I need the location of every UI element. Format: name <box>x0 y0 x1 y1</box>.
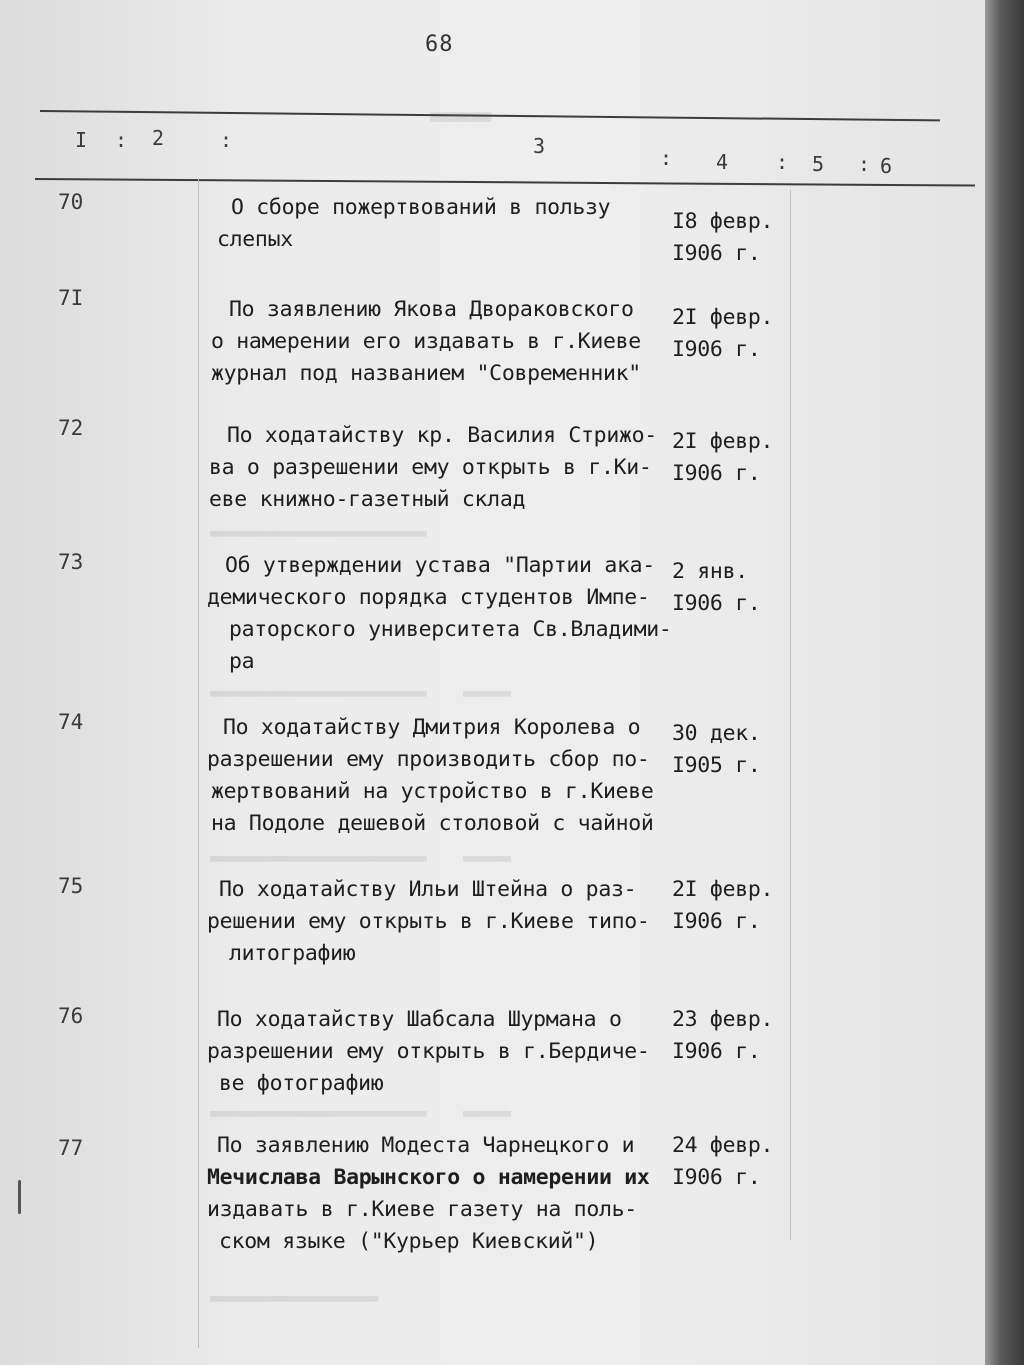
entry-line: демического порядка студентов Импе- <box>207 585 650 610</box>
date-day: 2I февр. <box>672 877 774 902</box>
column-separator: : <box>858 152 871 176</box>
show-through-mark: ▬▬▬▬▬▬▬▬▬▬▬▬▬▬▬▬▬▬ ▬▬▬▬ <box>210 1100 512 1124</box>
entry-date <box>672 718 782 782</box>
entry-line: жертвований на устройство в г.Киеве <box>211 779 654 804</box>
date-year: I906 г. <box>672 1165 761 1190</box>
date-year: I906 г. <box>672 909 761 934</box>
column-header-5: 5 <box>812 152 825 176</box>
entry-line: По заявлению Модеста Чарнецкого и <box>217 1133 635 1158</box>
margin-pencil-mark <box>18 1180 21 1214</box>
entry-line: По ходатайству Дмитрия Королева о <box>223 715 641 740</box>
show-through-mark: ▬▬▬▬▬▬▬▬▬▬▬▬▬▬▬▬▬▬ <box>210 520 427 544</box>
entry-number: 73 <box>58 550 84 574</box>
date-year: I906 г. <box>672 461 761 486</box>
date-day: I8 февр. <box>672 209 774 234</box>
entry-number: 74 <box>58 710 84 734</box>
column-header-6: 6 <box>880 154 893 178</box>
entry-number: 7I <box>58 286 84 310</box>
entry-line: разрешении ему открыть в г.Бердиче- <box>207 1039 650 1064</box>
date-day: 30 дек. <box>672 721 761 746</box>
entry-text <box>207 874 672 970</box>
column-header-2: 2 <box>152 126 165 150</box>
date-year: I905 г. <box>672 753 761 778</box>
entry-line: Об утверждении устава "Партии ака- <box>225 553 655 578</box>
show-through-mark: ▬▬▬▬▬▬▬▬▬▬▬▬▬▬▬▬▬▬ ▬▬▬▬ <box>210 680 512 704</box>
entry-line: По ходатайству Ильи Штейна о раз- <box>219 877 637 902</box>
date-day: 24 февр. <box>672 1133 774 1158</box>
entry-date <box>672 874 782 938</box>
entry-date <box>672 1004 782 1068</box>
entry-line: По ходатайству Шабсала Шурмана о <box>217 1007 622 1032</box>
entry-line: По заявлению Якова Двораковского <box>229 297 634 322</box>
entry-line: слепых <box>217 227 293 252</box>
entry-line: ском языке ("Курьер Киевский") <box>219 1229 599 1254</box>
entry-line: ра <box>229 649 255 674</box>
entry-line: ва о разрешении ему открыть в г.Ки- <box>209 455 652 480</box>
entry-text <box>207 1004 672 1100</box>
entry-line: разрешении ему производить сбор по- <box>207 747 650 772</box>
column-separator: : <box>776 150 789 174</box>
entry-line: на Подоле дешевой столовой с чайной <box>211 811 654 836</box>
entry-line: еве книжно-газетный склад <box>209 487 526 512</box>
column-divider <box>790 190 791 1240</box>
entry-text <box>207 550 672 678</box>
date-day: 23 февр. <box>672 1007 774 1032</box>
entry-number: 76 <box>58 1004 84 1028</box>
header-bottom-rule <box>35 178 975 187</box>
show-through-mark: ▬▬▬▬▬▬▬▬▬▬▬▬▬▬▬▬▬▬ ▬▬▬▬ <box>210 845 512 869</box>
date-day: 2I февр. <box>672 429 774 454</box>
entry-text <box>207 192 672 256</box>
entry-line: По ходатайству кр. Василия Стрижо- <box>227 423 657 448</box>
entry-text <box>207 294 672 390</box>
entry-line: ве фотографию <box>219 1071 384 1096</box>
entry-line: журнал под названием "Современник" <box>211 361 641 386</box>
column-separator: : <box>220 128 233 152</box>
entry-date <box>672 206 782 270</box>
entry-line: Мечислава Варынского о намерении их <box>207 1165 650 1190</box>
date-day: 2I февр. <box>672 305 774 330</box>
column-separator: : <box>115 128 128 152</box>
date-year: I906 г. <box>672 337 761 362</box>
entry-number: 70 <box>58 190 84 214</box>
entry-line: раторского университета Св.Владими- <box>229 617 672 642</box>
column-separator: : <box>660 146 673 170</box>
page-edge-shadow <box>985 0 1024 1365</box>
entry-date <box>672 1130 782 1194</box>
date-year: I906 г. <box>672 241 761 266</box>
date-day: 2 янв. <box>672 559 748 584</box>
entry-number: 77 <box>58 1136 84 1160</box>
entry-line: издавать в г.Киеве газету на поль- <box>207 1197 637 1222</box>
column-divider <box>198 178 199 1348</box>
entry-date <box>672 302 782 366</box>
entry-line: О сборе пожертвований в пользу <box>231 195 611 220</box>
entry-line: решении ему открыть в г.Киеве типо- <box>207 909 650 934</box>
date-year: I906 г. <box>672 1039 761 1064</box>
date-year: I906 г. <box>672 591 761 616</box>
entry-date <box>672 426 782 490</box>
entry-text <box>207 712 672 840</box>
entry-text <box>207 420 672 516</box>
show-through-mark: ▬▬▬ <box>430 95 492 135</box>
entry-text <box>207 1130 672 1258</box>
entry-number: 75 <box>58 874 84 898</box>
entry-line: литографию <box>229 941 356 966</box>
entry-number: 72 <box>58 416 84 440</box>
page-number: 68 <box>425 32 454 57</box>
show-through-mark: ▬▬▬▬▬▬▬▬▬▬▬▬▬▬ <box>210 1285 379 1309</box>
entry-date <box>672 556 782 620</box>
column-header-1: I <box>75 128 88 152</box>
column-header-4: 4 <box>716 150 729 174</box>
entry-line: о намерении его издавать в г.Киеве <box>211 329 641 354</box>
column-header-3: 3 <box>533 134 546 158</box>
